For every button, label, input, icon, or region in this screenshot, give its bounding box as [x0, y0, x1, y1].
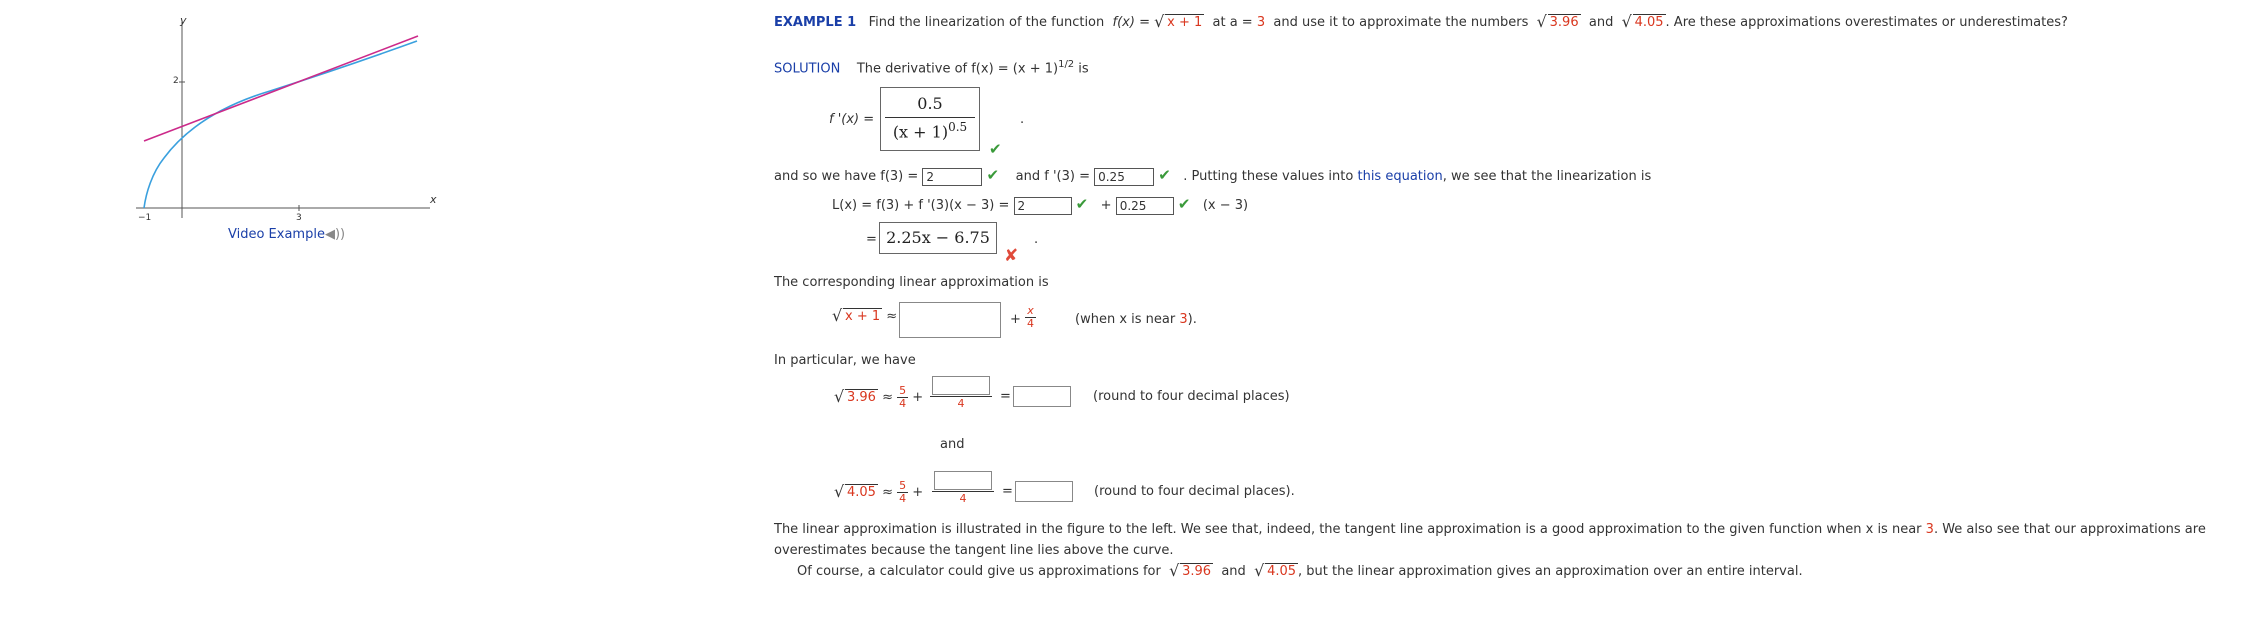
p2-approx: ≈: [882, 485, 893, 500]
solution-label: SOLUTION: [774, 61, 841, 77]
p1-five-fourths: [897, 385, 908, 410]
linearization-lhs: L(x) = f(3) + f '(3)(x − 3) =: [832, 198, 1010, 213]
fprime-check-icon: ✔: [989, 140, 1002, 158]
fprime-answer-box[interactable]: [880, 87, 980, 151]
approx-symbol: ≈: [886, 309, 898, 324]
x-axis-label: x: [430, 193, 437, 206]
fprime-denominator: [881, 120, 979, 141]
video-example-label: Video Example: [228, 227, 325, 242]
values-line: [774, 166, 1651, 186]
p2-round-text: (round to four decimal places).: [1094, 484, 1295, 499]
p2-four: 4: [899, 492, 907, 505]
fp3-check-icon: ✔: [1158, 166, 1171, 184]
approx-line: [832, 306, 898, 325]
p2-five: 5: [899, 479, 907, 492]
p2-numerator-input[interactable]: [934, 471, 992, 490]
example-text3: . Are these approximations overestimates or underestimates?: [1665, 15, 2068, 30]
example-label: EXAMPLE 1: [774, 15, 857, 30]
conclusion-line3: [797, 561, 1803, 580]
p2-radicand: 4.05: [847, 485, 876, 500]
conclusion-near: 3: [1925, 522, 1934, 537]
speaker-icon: ◀)): [324, 227, 346, 242]
conclusion-line1: [774, 522, 2206, 537]
values-text3: . Putting these values into: [1183, 169, 1354, 184]
p1-eq: =: [1000, 389, 1011, 404]
conclusion-text1a: The linear approximation is illustrated in the figure to the left. We see that, indeed, the tangent line approximation is a good approximation to the given function when x is near: [774, 522, 1922, 537]
p2-five-fourths: [897, 480, 908, 505]
f3-check-icon: ✔: [986, 166, 1000, 184]
example-fx: f(x) =: [1112, 15, 1150, 30]
p1-result-input[interactable]: [1013, 386, 1071, 407]
values-text4: , we see that the linearization is: [1442, 169, 1652, 184]
p1-approx: ≈: [882, 390, 893, 405]
fprime-fraction-bar: [885, 117, 975, 118]
p1-sqrt: √ 3.96: [834, 387, 876, 406]
approx-when-text: (when x is near: [1075, 312, 1176, 327]
solution-text: The derivative of f(x) = (x + 1): [856, 61, 1059, 77]
solution-exponent: 1/2: [1058, 59, 1075, 70]
solution-line: [774, 59, 1089, 76]
particular-and: and: [940, 437, 965, 452]
example-num2: 4.05: [1634, 15, 1664, 30]
f3-input[interactable]: 2: [922, 168, 982, 186]
example-at: at a =: [1212, 15, 1253, 30]
conclusion-text3b: , but the linear approximation gives an approximation over an entire interval.: [1298, 564, 1803, 579]
lin-box1-input[interactable]: 2: [1014, 197, 1072, 215]
p2-eq: =: [1002, 484, 1013, 499]
conclusion-n1: 3.96: [1182, 564, 1212, 579]
fp3-input[interactable]: 0.25: [1094, 168, 1154, 186]
approx-sqrt: √ x + 1: [832, 306, 881, 325]
x-tick-neg-label: −1: [138, 213, 152, 223]
fprime-numerator: 0.5: [917, 94, 943, 113]
fprime-label: f '(x) =: [829, 112, 875, 127]
approx-x-over-4: [1025, 305, 1036, 330]
conclusion-text3a: Of course, a calculator could give us approximations for: [797, 564, 1161, 579]
conclusion-and: and: [1221, 564, 1246, 579]
lin-plus: +: [1100, 198, 1112, 213]
y-axis-label: y: [180, 14, 187, 27]
linearization-result-box[interactable]: [879, 222, 997, 254]
values-text1: and so we have f(3) =: [774, 169, 919, 184]
tangent-line: [144, 36, 418, 141]
graph-svg: [130, 8, 450, 223]
particular-row2: [834, 480, 923, 505]
lin-tail: (x − 3): [1202, 198, 1249, 213]
p1-round-text: (round to four decimal places): [1093, 389, 1290, 404]
fprime-period: .: [1020, 112, 1025, 127]
approx-radicand: x + 1: [845, 309, 881, 324]
lin-box1-check-icon: ✔: [1075, 195, 1089, 213]
example-sqrt: √ x + 1: [1154, 12, 1203, 31]
this-equation-link[interactable]: this equation: [1357, 169, 1443, 184]
approx-near-value: 3: [1179, 312, 1188, 327]
p2-plus: +: [912, 485, 924, 500]
conclusion-n2: 4.05: [1267, 564, 1297, 579]
example-and: and: [1588, 15, 1614, 30]
example-text1: Find the linearization of the function: [868, 15, 1105, 30]
lin-box2-check-icon: ✔: [1177, 195, 1191, 213]
approx-plus: +: [1010, 312, 1021, 327]
solution-is: is: [1074, 61, 1089, 77]
conclusion-line2: overestimates because the tangent line lies above the curve.: [774, 543, 1174, 558]
y-tick-label: 2: [173, 76, 179, 86]
p2-sqrt: √ 4.05: [834, 482, 876, 501]
video-example-link[interactable]: [228, 227, 345, 242]
approx-close: ).: [1187, 312, 1197, 327]
p1-five: 5: [899, 384, 907, 397]
x-tick-3-label: 3: [296, 213, 302, 223]
lin-box2-input[interactable]: 0.25: [1116, 197, 1174, 215]
p1-four: 4: [899, 397, 907, 410]
linearization-graph: [130, 8, 450, 223]
conclusion-text1b: . We also see that our approximations are: [1933, 522, 2206, 537]
example-sqrt-num1: √ 3.96: [1536, 12, 1579, 31]
approx-when: [1075, 312, 1197, 327]
result-cross-icon: ✘: [1004, 246, 1019, 266]
example-a-value: 3: [1256, 15, 1266, 30]
p1-numerator-input[interactable]: [932, 376, 990, 395]
conclusion-sqrt2: √ 4.05: [1254, 561, 1297, 580]
conclusion-sqrt1: √ 3.96: [1169, 561, 1212, 580]
example-sqrt-num2: √ 4.05: [1621, 12, 1664, 31]
example-text2: and use it to approximate the numbers: [1273, 15, 1529, 30]
particular-intro: In particular, we have: [774, 353, 916, 368]
linearization-line: [832, 195, 1248, 215]
p2-frac-stack: [932, 471, 994, 505]
fprime-den-base: (x + 1): [892, 122, 949, 142]
p1-denominator: 4: [957, 397, 965, 410]
p2-denominator: 4: [959, 492, 967, 505]
example-num1: 3.96: [1549, 15, 1579, 30]
p1-radicand: 3.96: [847, 390, 876, 405]
p2-result-input[interactable]: [1015, 481, 1073, 502]
approx-constant-input[interactable]: [899, 302, 1001, 338]
lin-eq: =: [866, 232, 877, 247]
p1-plus: +: [912, 390, 924, 405]
particular-row1: [834, 385, 923, 410]
example-radicand: x + 1: [1167, 15, 1203, 30]
fprime-den-exp: 0.5: [948, 120, 968, 134]
example-statement: [774, 12, 2068, 31]
linearization-result: 2.25x − 6.75: [886, 228, 990, 247]
p1-frac-stack: [930, 376, 992, 410]
values-text2: and f '(3) =: [1015, 169, 1090, 184]
approx-frac-den: 4: [1027, 317, 1034, 330]
approx-intro: The corresponding linear approximation is: [774, 275, 1049, 290]
approx-frac-num: x: [1025, 305, 1036, 318]
lin-period: .: [1034, 232, 1039, 247]
